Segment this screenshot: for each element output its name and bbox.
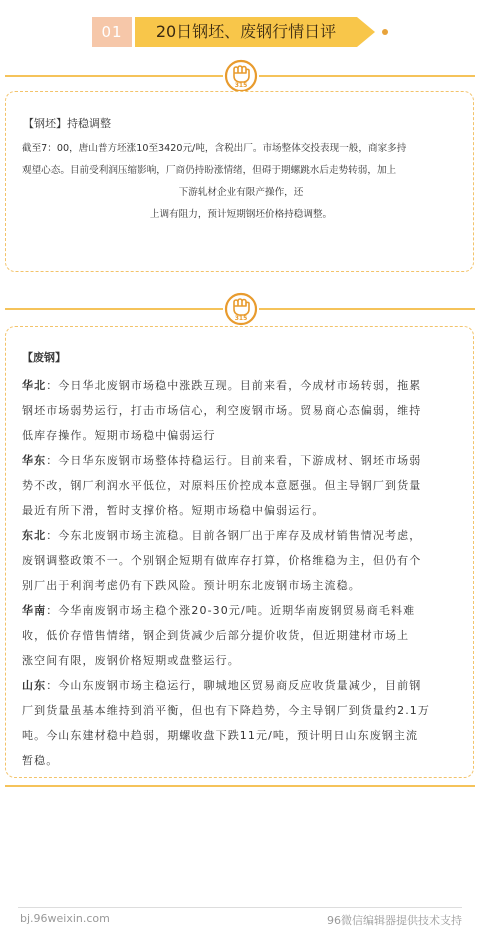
paragraph-line: 厂到货量虽基本维持到消平衡，但也有下降趋势，今主导钢厂到货量约2.1万: [22, 704, 430, 717]
paragraph-line: 最近有所下滑，暂时支撑价格。短期市场稳中偏弱运行。: [22, 504, 325, 517]
paragraph-line: 低库存操作。短期市场稳中偏弱运行: [22, 429, 216, 442]
region-section-shandong: [22, 673, 462, 773]
paragraph-line: 别厂出于利润考虑仍有下跌风险。预计明东北废钢市场主流稳。: [22, 579, 361, 592]
svg-text:315: 315: [234, 315, 248, 322]
paragraph-line: 吨。今山东建材稳中趋弱，期螺收盘下跌11元/吨，预计明日山东废钢主流: [22, 729, 419, 742]
paragraph-line: 收，低价存惜售情绪，钢企到货减少后部分提价收货，但近期建材市场上: [22, 629, 410, 642]
region-section-dongbei: [22, 523, 462, 598]
title-dot-icon: [382, 29, 388, 35]
region-section-huabei: [22, 373, 462, 448]
section-number-badge: 01: [92, 17, 132, 47]
billet-line: 上调有阻力，预计短期钢坯价格持稳调整。: [149, 209, 333, 220]
billet-line: 下游轧材企业有限产操作，还: [178, 187, 304, 198]
bottom-divider-line: [5, 785, 475, 787]
title-banner: [92, 17, 392, 47]
paragraph-text: ：今山东废钢市场主稳运行，聊城地区贸易商反应收货量减少，目前钢: [46, 679, 422, 692]
billet-line: 截至7：00，唐山普方坯涨10至3420元/吨，含税出厂。市场整体交投表现一般，商家多持: [22, 143, 407, 154]
page-title: 20日钢坯、废钢行情日评: [135, 17, 357, 47]
billet-body: [22, 138, 460, 226]
paragraph-line: 暂稳。: [22, 754, 59, 767]
scrap-body: [22, 373, 462, 773]
paragraph-line: [22, 448, 462, 473]
region-section-huanan: [22, 598, 462, 673]
section-divider: [5, 291, 475, 331]
region-label: 华南: [22, 604, 47, 617]
footer-credit: 96微信编辑器提供技术支持: [327, 914, 462, 927]
scrap-card: [5, 326, 474, 778]
footer-site-link[interactable]: bj.96weixin.com: [20, 912, 110, 925]
billet-card: [5, 91, 474, 272]
paragraph-line: 涨空间有限，废钢价格短期或盘整运行。: [22, 654, 240, 667]
scrap-heading: 【废钢】: [22, 351, 66, 364]
region-section-huadong: [22, 448, 462, 523]
fist-315-emblem-icon: [223, 58, 259, 94]
region-label: 东北: [22, 529, 47, 542]
paragraph-line: [22, 598, 462, 623]
paragraph-line: 钢坯市场弱势运行，打击市场信心，利空废钢市场。贸易商心态偏弱，维持: [22, 404, 422, 417]
region-label: 山东: [22, 679, 47, 692]
paragraph-text: ：今日华北废钢市场稳中涨跌互现。目前来看，今成材市场转弱，拖累: [46, 379, 422, 392]
paragraph-line: [22, 523, 462, 548]
paragraph-text: ：今日华东废钢市场整体持稳运行。目前来看，下游成材、钢坯市场弱: [46, 454, 422, 467]
billet-heading: 【钢坯】持稳调整: [23, 117, 111, 130]
footer-divider: [18, 907, 462, 908]
paragraph-line: 废钢调整政策不一。个别钢企短期有做库存打算，价格维稳为主，但仍有个: [22, 554, 422, 567]
paragraph-line: 势不改，钢厂利润水平低位，对原料压价控成本意愿强。但主导钢厂到货量: [22, 479, 422, 492]
region-label: 华北: [22, 379, 47, 392]
svg-text:315: 315: [234, 82, 248, 89]
fist-315-emblem-icon: [223, 291, 259, 327]
paragraph-line: [22, 373, 462, 398]
billet-line: 观望心态。目前受利润压缩影响，厂商仍持盼涨情绪，但碍于期螺跳水后走势转弱，加上: [22, 165, 397, 176]
title-arrow-icon: [357, 17, 375, 47]
region-label: 华东: [22, 454, 47, 467]
paragraph-line: [22, 673, 462, 698]
paragraph-text: ：今华南废钢市场主稳个涨20-30元/吨。近期华南废钢贸易商毛料难: [46, 604, 416, 617]
paragraph-text: ：今东北废钢市场主流稳。目前各钢厂出于库存及成材销售情况考虑，: [46, 529, 422, 542]
